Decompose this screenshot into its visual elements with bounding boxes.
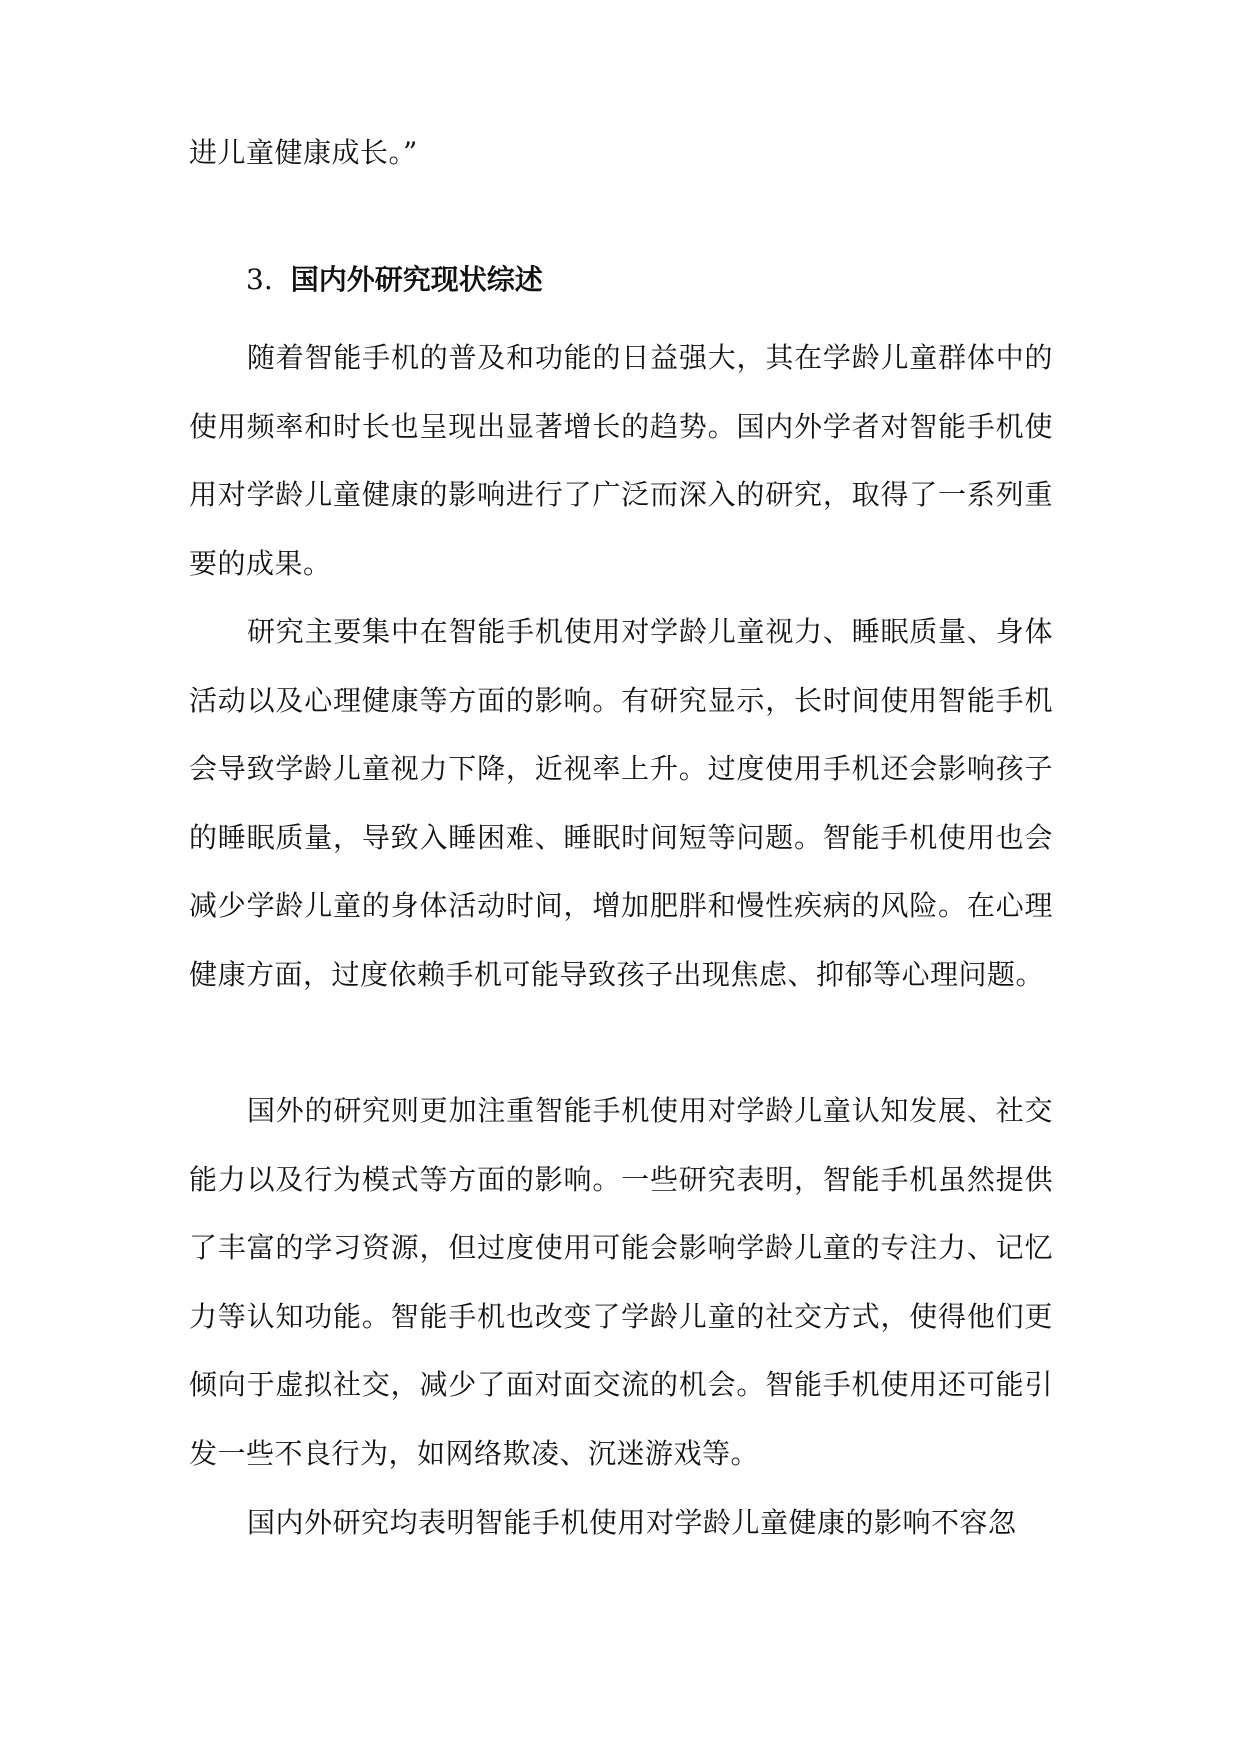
- section-title: 国内外研究现状综述: [290, 263, 543, 296]
- section-number: 3.: [246, 263, 273, 296]
- paragraph-1: 随着智能手机的普及和功能的日益强大，其在学龄儿童群体中的使用频率和时长也呈现出显著增长的趋势。国内外学者对智能手机使用对学龄儿童健康的影响进行了广泛而深入的研究，取得了一系列重要的成果。: [189, 341, 1053, 580]
- paragraph-2: 研究主要集中在智能手机使用对学龄儿童视力、睡眠质量、身体活动以及心理健康等方面的影响。有研究显示，长时间使用智能手机会导致学龄儿童视力下降，近视率上升。过度使用手机还会影响孩子的睡眠质量，导致入睡困难、睡眠时间短等问题。智能手机使用也会减少学龄儿童的身体活动时间，增加肥胖和慢性疾病的风险。在心理健康方面，过度依赖手机可能导致孩子出现焦虑、抑郁等心理问题。: [189, 615, 1053, 991]
- continuation-paragraph: 进儿童健康成长。”: [189, 136, 418, 169]
- section-heading: [246, 246, 543, 315]
- paragraph-3: 国外的研究则更加注重智能手机使用对学龄儿童认知发展、社交能力以及行为模式等方面的影响。一些研究表明，智能手机虽然提供了丰富的学习资源，但过度使用可能会影响学龄儿童的专注力、记忆力等认知功能。智能手机也改变了学龄儿童的社交方式，使得他们更倾向于虚拟社交，减少了面对面交流的机会。智能手机使用还可能引发一些不良行为，如网络欺凌、沉迷游戏等。: [189, 1094, 1053, 1470]
- paragraph-4: 国内外研究均表明智能手机使用对学龄儿童健康的影响不容忽: [247, 1506, 1017, 1539]
